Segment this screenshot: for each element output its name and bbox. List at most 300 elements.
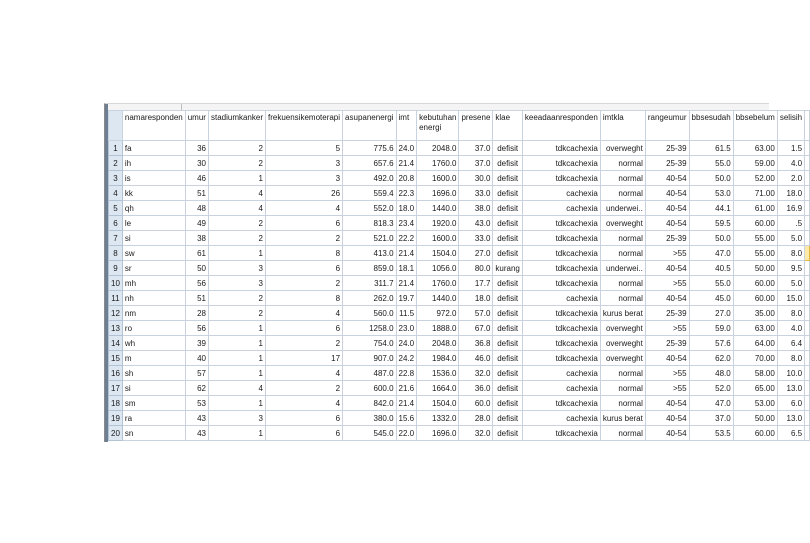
row-number-header[interactable]: 11 <box>109 291 123 306</box>
cell-kebutuhan[interactable]: 2048.0 <box>417 336 459 351</box>
cell-stadium[interactable]: 1 <box>208 321 265 336</box>
cell-keadaan[interactable]: tdkcachexia <box>522 426 600 441</box>
cell-frek[interactable]: 2 <box>266 231 343 246</box>
cell-nama[interactable]: sw <box>122 246 185 261</box>
cell-stadium[interactable]: 1 <box>208 426 265 441</box>
cell-nama[interactable]: ih <box>122 156 185 171</box>
cell-imt[interactable]: 21.4 <box>396 396 417 411</box>
cell-presene[interactable]: 36.0 <box>459 381 493 396</box>
cell-frek[interactable]: 2 <box>266 381 343 396</box>
cell-bbs[interactable]: 59.5 <box>689 216 733 231</box>
cell-klae[interactable]: defisit <box>493 186 522 201</box>
empty-cell[interactable] <box>805 231 810 246</box>
cell-bbb[interactable]: 64.00 <box>733 336 777 351</box>
cell-bbs[interactable]: 47.0 <box>689 396 733 411</box>
row-number-header[interactable]: 20 <box>109 426 123 441</box>
cell-imt[interactable]: 11.5 <box>396 306 417 321</box>
cell-nama[interactable]: sn <box>122 426 185 441</box>
cell-presene[interactable]: 37.0 <box>459 156 493 171</box>
cell-kebutuhan[interactable]: 1332.0 <box>417 411 459 426</box>
cell-bbb[interactable]: 55.00 <box>733 231 777 246</box>
cell-umur[interactable]: 49 <box>185 216 208 231</box>
cell-range[interactable]: 40-54 <box>645 396 689 411</box>
cell-imt[interactable]: 24.0 <box>396 141 417 156</box>
cell-umur[interactable]: 36 <box>185 141 208 156</box>
cell-asupan[interactable]: 775.6 <box>343 141 396 156</box>
column-header[interactable]: presene <box>459 111 493 141</box>
cell-keadaan[interactable]: tdkcachexia <box>522 261 600 276</box>
cell-range[interactable]: 40-54 <box>645 291 689 306</box>
cell-frek[interactable]: 6 <box>266 216 343 231</box>
cell-bbb[interactable]: 60.00 <box>733 426 777 441</box>
column-header[interactable]: imt <box>396 111 417 141</box>
cell-umur[interactable]: 48 <box>185 201 208 216</box>
cell-stadium[interactable]: 1 <box>208 396 265 411</box>
cell-frek[interactable]: 3 <box>266 171 343 186</box>
cell-imt[interactable]: 22.8 <box>396 366 417 381</box>
cell-kebutuhan[interactable]: 972.0 <box>417 306 459 321</box>
cell-frek[interactable]: 4 <box>266 306 343 321</box>
cell-selisih[interactable]: 8.0 <box>777 306 804 321</box>
cell-imtkla[interactable]: underwei.. <box>600 201 645 216</box>
cell-nama[interactable]: sh <box>122 366 185 381</box>
cell-imt[interactable]: 21.4 <box>396 276 417 291</box>
cell-nama[interactable]: qh <box>122 201 185 216</box>
empty-cell[interactable] <box>805 276 810 291</box>
cell-bbb[interactable]: 61.00 <box>733 201 777 216</box>
cell-keadaan[interactable]: tdkcachexia <box>522 216 600 231</box>
row-number-header[interactable]: 16 <box>109 366 123 381</box>
cell-frek[interactable]: 4 <box>266 366 343 381</box>
column-header[interactable]: bbsebelum <box>733 111 777 141</box>
cell-kebutuhan[interactable]: 1760.0 <box>417 156 459 171</box>
cell-presene[interactable]: 27.0 <box>459 246 493 261</box>
cell-presene[interactable]: 46.0 <box>459 351 493 366</box>
cell-selisih[interactable]: 13.0 <box>777 411 804 426</box>
cell-presene[interactable]: 38.0 <box>459 201 493 216</box>
cell-bbs[interactable]: 55.0 <box>689 156 733 171</box>
cell-imt[interactable]: 24.2 <box>396 351 417 366</box>
empty-cell[interactable] <box>805 306 810 321</box>
empty-cell[interactable] <box>805 336 810 351</box>
cell-kebutuhan[interactable]: 1984.0 <box>417 351 459 366</box>
row-number-header[interactable]: 4 <box>109 186 123 201</box>
cell-klae[interactable]: defisit <box>493 201 522 216</box>
cell-asupan[interactable]: 492.0 <box>343 171 396 186</box>
row-number-header[interactable]: 5 <box>109 201 123 216</box>
cell-nama[interactable]: sr <box>122 261 185 276</box>
cell-nama[interactable]: si <box>122 231 185 246</box>
cell-umur[interactable]: 50 <box>185 261 208 276</box>
cell-asupan[interactable]: 552.0 <box>343 201 396 216</box>
cell-kebutuhan[interactable]: 1504.0 <box>417 396 459 411</box>
cell-umur[interactable]: 56 <box>185 321 208 336</box>
cell-selisih[interactable]: 5.0 <box>777 276 804 291</box>
cell-nama[interactable]: si <box>122 381 185 396</box>
row-number-header[interactable]: 15 <box>109 351 123 366</box>
cell-bbs[interactable]: 44.1 <box>689 201 733 216</box>
cell-presene[interactable]: 30.0 <box>459 171 493 186</box>
cell-imt[interactable]: 21.6 <box>396 381 417 396</box>
cell-asupan[interactable]: 380.0 <box>343 411 396 426</box>
cell-nama[interactable]: le <box>122 216 185 231</box>
cell-umur[interactable]: 38 <box>185 231 208 246</box>
cell-selisih[interactable]: 13.0 <box>777 381 804 396</box>
empty-cell[interactable] <box>805 201 810 216</box>
cell-umur[interactable]: 53 <box>185 396 208 411</box>
row-number-header[interactable]: 19 <box>109 411 123 426</box>
cell-frek[interactable]: 8 <box>266 291 343 306</box>
cell-imtkla[interactable]: normal <box>600 366 645 381</box>
cell-bbs[interactable]: 50.0 <box>689 171 733 186</box>
cell-range[interactable]: 40-54 <box>645 201 689 216</box>
cell-keadaan[interactable]: tdkcachexia <box>522 396 600 411</box>
cell-stadium[interactable]: 2 <box>208 306 265 321</box>
cell-imtkla[interactable]: underwei.. <box>600 261 645 276</box>
cell-umur[interactable]: 51 <box>185 186 208 201</box>
cell-imtkla[interactable]: overweght <box>600 336 645 351</box>
cell-umur[interactable]: 46 <box>185 171 208 186</box>
cell-imtkla[interactable]: normal <box>600 246 645 261</box>
cell-bbs[interactable]: 53.5 <box>689 426 733 441</box>
cell-umur[interactable]: 40 <box>185 351 208 366</box>
empty-cell[interactable] <box>805 381 810 396</box>
cell-bbs[interactable]: 27.0 <box>689 306 733 321</box>
cell-frek[interactable]: 5 <box>266 141 343 156</box>
cell-keadaan[interactable]: tdkcachexia <box>522 231 600 246</box>
cell-frek[interactable]: 26 <box>266 186 343 201</box>
cell-imtkla[interactable]: normal <box>600 276 645 291</box>
cell-selisih[interactable]: 6.0 <box>777 396 804 411</box>
cell-bbb[interactable]: 60.00 <box>733 216 777 231</box>
cell-selisih[interactable]: 6.5 <box>777 426 804 441</box>
cell-nama[interactable]: sm <box>122 396 185 411</box>
cell-presene[interactable]: 18.0 <box>459 291 493 306</box>
cell-nama[interactable]: m <box>122 351 185 366</box>
cell-frek[interactable]: 6 <box>266 321 343 336</box>
row-number-header[interactable]: 9 <box>109 261 123 276</box>
cell-nama[interactable]: is <box>122 171 185 186</box>
cell-asupan[interactable]: 559.4 <box>343 186 396 201</box>
cell-kebutuhan[interactable]: 1696.0 <box>417 186 459 201</box>
cell-stadium[interactable]: 2 <box>208 141 265 156</box>
cell-range[interactable]: 40-54 <box>645 351 689 366</box>
cell-imtkla[interactable]: overweght <box>600 141 645 156</box>
cell-bbb[interactable]: 55.00 <box>733 246 777 261</box>
cell-bbs[interactable]: 55.0 <box>689 276 733 291</box>
cell-range[interactable]: 25-39 <box>645 336 689 351</box>
cell-stadium[interactable]: 2 <box>208 291 265 306</box>
cell-kebutuhan[interactable]: 1664.0 <box>417 381 459 396</box>
cell-bbs[interactable]: 50.0 <box>689 231 733 246</box>
cell-bbb[interactable]: 70.00 <box>733 351 777 366</box>
cell-presene[interactable]: 28.0 <box>459 411 493 426</box>
cell-asupan[interactable]: 487.0 <box>343 366 396 381</box>
cell-keadaan[interactable]: tdkcachexia <box>522 276 600 291</box>
cell-imtkla[interactable]: normal <box>600 381 645 396</box>
cell-stadium[interactable]: 3 <box>208 276 265 291</box>
cell-asupan[interactable]: 754.0 <box>343 336 396 351</box>
cell-bbb[interactable]: 65.00 <box>733 381 777 396</box>
cell-keadaan[interactable]: tdkcachexia <box>522 171 600 186</box>
cell-klae[interactable]: defisit <box>493 321 522 336</box>
cell-stadium[interactable]: 4 <box>208 186 265 201</box>
cell-umur[interactable]: 61 <box>185 246 208 261</box>
cell-selisih[interactable]: 4.0 <box>777 156 804 171</box>
cell-stadium[interactable]: 2 <box>208 216 265 231</box>
column-header[interactable]: selisih <box>777 111 804 141</box>
cell-presene[interactable]: 36.8 <box>459 336 493 351</box>
cell-presene[interactable]: 32.0 <box>459 426 493 441</box>
cell-stadium[interactable]: 1 <box>208 171 265 186</box>
cell-presene[interactable]: 57.0 <box>459 306 493 321</box>
row-number-header[interactable]: 3 <box>109 171 123 186</box>
cell-selisih[interactable]: 1.5 <box>777 141 804 156</box>
empty-cell[interactable] <box>805 426 810 441</box>
cell-imt[interactable]: 21.4 <box>396 246 417 261</box>
cell-selisih[interactable]: 2.0 <box>777 171 804 186</box>
cell-asupan[interactable]: 859.0 <box>343 261 396 276</box>
cell-bbb[interactable]: 63.00 <box>733 321 777 336</box>
cell-imt[interactable]: 23.0 <box>396 321 417 336</box>
cell-bbs[interactable]: 52.0 <box>689 381 733 396</box>
cell-bbb[interactable]: 60.00 <box>733 276 777 291</box>
cell-kebutuhan[interactable]: 1440.0 <box>417 201 459 216</box>
cell-keadaan[interactable]: tdkcachexia <box>522 336 600 351</box>
cell-selisih[interactable]: 15.0 <box>777 291 804 306</box>
cell-bbb[interactable]: 63.00 <box>733 141 777 156</box>
cell-imtkla[interactable]: kurus berat <box>600 411 645 426</box>
cell-asupan[interactable]: 600.0 <box>343 381 396 396</box>
cell-kebutuhan[interactable]: 2048.0 <box>417 141 459 156</box>
cell-range[interactable]: >55 <box>645 276 689 291</box>
cell-imt[interactable]: 23.4 <box>396 216 417 231</box>
cell-asupan[interactable]: 818.3 <box>343 216 396 231</box>
cell-selisih[interactable]: 5.0 <box>777 231 804 246</box>
row-number-header[interactable]: 12 <box>109 306 123 321</box>
cell-kebutuhan[interactable]: 1440.0 <box>417 291 459 306</box>
cell-range[interactable]: 40-54 <box>645 216 689 231</box>
cell-frek[interactable]: 6 <box>266 411 343 426</box>
cell-kebutuhan[interactable]: 1504.0 <box>417 246 459 261</box>
cell-stadium[interactable]: 1 <box>208 366 265 381</box>
cell-range[interactable]: 25-39 <box>645 306 689 321</box>
cell-bbb[interactable]: 52.00 <box>733 171 777 186</box>
cell-asupan[interactable]: 842.0 <box>343 396 396 411</box>
row-number-header[interactable]: 6 <box>109 216 123 231</box>
cell-frek[interactable]: 2 <box>266 276 343 291</box>
cell-bbb[interactable]: 60.00 <box>733 291 777 306</box>
cell-stadium[interactable]: 4 <box>208 381 265 396</box>
cell-imt[interactable]: 18.1 <box>396 261 417 276</box>
cell-imtkla[interactable]: normal <box>600 231 645 246</box>
cell-imtkla[interactable]: overweght <box>600 351 645 366</box>
cell-keadaan[interactable]: tdkcachexia <box>522 141 600 156</box>
cell-presene[interactable]: 33.0 <box>459 186 493 201</box>
cell-bbb[interactable]: 50.00 <box>733 411 777 426</box>
cell-selisih[interactable]: 16.9 <box>777 201 804 216</box>
cell-keadaan[interactable]: cachexia <box>522 201 600 216</box>
cell-asupan[interactable]: 311.7 <box>343 276 396 291</box>
cell-kebutuhan[interactable]: 1696.0 <box>417 426 459 441</box>
cell-keadaan[interactable]: cachexia <box>522 291 600 306</box>
empty-cell[interactable] <box>805 411 810 426</box>
cell-range[interactable]: >55 <box>645 381 689 396</box>
column-header[interactable]: stadiumkanker <box>208 111 265 141</box>
cell-imtkla[interactable]: normal <box>600 426 645 441</box>
column-header[interactable]: umur <box>185 111 208 141</box>
row-number-header[interactable]: 13 <box>109 321 123 336</box>
cell-range[interactable]: 25-39 <box>645 141 689 156</box>
cell-umur[interactable]: 43 <box>185 411 208 426</box>
cell-imt[interactable]: 24.0 <box>396 336 417 351</box>
cell-stadium[interactable]: 3 <box>208 261 265 276</box>
cell-frek[interactable]: 6 <box>266 261 343 276</box>
cell-range[interactable]: 40-54 <box>645 411 689 426</box>
column-header[interactable]: rangeumur <box>645 111 689 141</box>
cell-keadaan[interactable]: tdkcachexia <box>522 306 600 321</box>
cell-nama[interactable]: kk <box>122 186 185 201</box>
grid-corner[interactable] <box>109 111 123 141</box>
cell-imt[interactable]: 18.0 <box>396 201 417 216</box>
cell-stadium[interactable]: 1 <box>208 246 265 261</box>
cell-keadaan[interactable]: tdkcachexia <box>522 351 600 366</box>
cell-bbs[interactable]: 45.0 <box>689 291 733 306</box>
cell-umur[interactable]: 43 <box>185 426 208 441</box>
empty-cell[interactable] <box>805 141 810 156</box>
cell-klae[interactable]: defisit <box>493 411 522 426</box>
column-header-empty[interactable] <box>805 111 810 141</box>
column-header[interactable]: asupanenergi <box>343 111 396 141</box>
cell-presene[interactable]: 43.0 <box>459 216 493 231</box>
empty-cell[interactable] <box>805 321 810 336</box>
cell-klae[interactable]: defisit <box>493 336 522 351</box>
cell-imtkla[interactable]: normal <box>600 156 645 171</box>
cell-asupan[interactable]: 560.0 <box>343 306 396 321</box>
cell-klae[interactable]: defisit <box>493 381 522 396</box>
cell-umur[interactable]: 51 <box>185 291 208 306</box>
column-header[interactable]: frekuensikemoterapi <box>266 111 343 141</box>
cell-nama[interactable]: nh <box>122 291 185 306</box>
cell-klae[interactable]: defisit <box>493 216 522 231</box>
row-number-header[interactable]: 1 <box>109 141 123 156</box>
cell-selisih[interactable]: 18.0 <box>777 186 804 201</box>
cell-bbs[interactable]: 57.6 <box>689 336 733 351</box>
cell-frek[interactable]: 6 <box>266 426 343 441</box>
cell-imt[interactable]: 15.6 <box>396 411 417 426</box>
cell-presene[interactable]: 32.0 <box>459 366 493 381</box>
column-header[interactable]: bbsesudah <box>689 111 733 141</box>
cell-keadaan[interactable]: cachexia <box>522 186 600 201</box>
cell-presene[interactable]: 17.7 <box>459 276 493 291</box>
cell-bbs[interactable]: 62.0 <box>689 351 733 366</box>
cell-imt[interactable]: 21.4 <box>396 156 417 171</box>
cell-nama[interactable]: mh <box>122 276 185 291</box>
empty-cell[interactable] <box>805 171 810 186</box>
cell-kebutuhan[interactable]: 1760.0 <box>417 276 459 291</box>
empty-cell[interactable] <box>805 351 810 366</box>
cell-bbb[interactable]: 59.00 <box>733 156 777 171</box>
cell-klae[interactable]: defisit <box>493 246 522 261</box>
cell-kebutuhan[interactable]: 1536.0 <box>417 366 459 381</box>
cell-frek[interactable]: 4 <box>266 396 343 411</box>
empty-cell[interactable] <box>805 396 810 411</box>
column-header[interactable]: klae <box>493 111 522 141</box>
cell-nama[interactable]: wh <box>122 336 185 351</box>
cell-asupan[interactable]: 413.0 <box>343 246 396 261</box>
cell-kebutuhan[interactable]: 1600.0 <box>417 231 459 246</box>
cell-bbs[interactable]: 40.5 <box>689 261 733 276</box>
column-header[interactable]: keeadaanresponden <box>522 111 600 141</box>
cell-frek[interactable]: 2 <box>266 336 343 351</box>
empty-cell[interactable] <box>805 156 810 171</box>
cell-presene[interactable]: 80.0 <box>459 261 493 276</box>
cell-frek[interactable]: 17 <box>266 351 343 366</box>
cell-selisih[interactable]: 4.0 <box>777 321 804 336</box>
cell-kebutuhan[interactable]: 1920.0 <box>417 216 459 231</box>
cell-imt[interactable]: 22.0 <box>396 426 417 441</box>
cell-nama[interactable]: ra <box>122 411 185 426</box>
row-number-header[interactable]: 17 <box>109 381 123 396</box>
cell-imtkla[interactable]: normal <box>600 171 645 186</box>
cell-bbb[interactable]: 71.00 <box>733 186 777 201</box>
cell-asupan[interactable]: 1258.0 <box>343 321 396 336</box>
cell-bbb[interactable]: 53.00 <box>733 396 777 411</box>
selected-empty-cell[interactable] <box>805 246 810 261</box>
column-header[interactable]: namaresponden <box>122 111 185 141</box>
cell-stadium[interactable]: 4 <box>208 201 265 216</box>
cell-selisih[interactable]: 6.4 <box>777 336 804 351</box>
cell-klae[interactable]: defisit <box>493 366 522 381</box>
empty-cell[interactable] <box>805 216 810 231</box>
cell-imtkla[interactable]: kurus berat <box>600 306 645 321</box>
cell-imt[interactable]: 22.3 <box>396 186 417 201</box>
cell-imt[interactable]: 22.2 <box>396 231 417 246</box>
cell-bbb[interactable]: 35.00 <box>733 306 777 321</box>
cell-keadaan[interactable]: tdkcachexia <box>522 246 600 261</box>
cell-umur[interactable]: 57 <box>185 366 208 381</box>
row-number-header[interactable]: 18 <box>109 396 123 411</box>
cell-bbs[interactable]: 47.0 <box>689 246 733 261</box>
cell-umur[interactable]: 28 <box>185 306 208 321</box>
row-number-header[interactable]: 7 <box>109 231 123 246</box>
cell-asupan[interactable]: 907.0 <box>343 351 396 366</box>
cell-imtkla[interactable]: normal <box>600 396 645 411</box>
cell-nama[interactable]: fa <box>122 141 185 156</box>
cell-keadaan[interactable]: cachexia <box>522 366 600 381</box>
cell-klae[interactable]: defisit <box>493 141 522 156</box>
empty-cell[interactable] <box>805 186 810 201</box>
cell-nama[interactable]: ro <box>122 321 185 336</box>
cell-imtkla[interactable]: overweght <box>600 321 645 336</box>
cell-presene[interactable]: 67.0 <box>459 321 493 336</box>
column-header[interactable]: kebutuhan energi <box>417 111 459 141</box>
empty-cell[interactable] <box>805 291 810 306</box>
cell-range[interactable]: 40-54 <box>645 171 689 186</box>
empty-cell[interactable] <box>805 366 810 381</box>
cell-frek[interactable]: 8 <box>266 246 343 261</box>
row-number-header[interactable]: 14 <box>109 336 123 351</box>
row-number-header[interactable]: 8 <box>109 246 123 261</box>
cell-keadaan[interactable]: cachexia <box>522 381 600 396</box>
cell-klae[interactable]: defisit <box>493 276 522 291</box>
cell-bbs[interactable]: 53.0 <box>689 186 733 201</box>
cell-imtkla[interactable]: overweght <box>600 216 645 231</box>
cell-klae[interactable]: defisit <box>493 156 522 171</box>
cell-umur[interactable]: 30 <box>185 156 208 171</box>
cell-range[interactable]: 25-39 <box>645 156 689 171</box>
cell-imtkla[interactable]: normal <box>600 291 645 306</box>
